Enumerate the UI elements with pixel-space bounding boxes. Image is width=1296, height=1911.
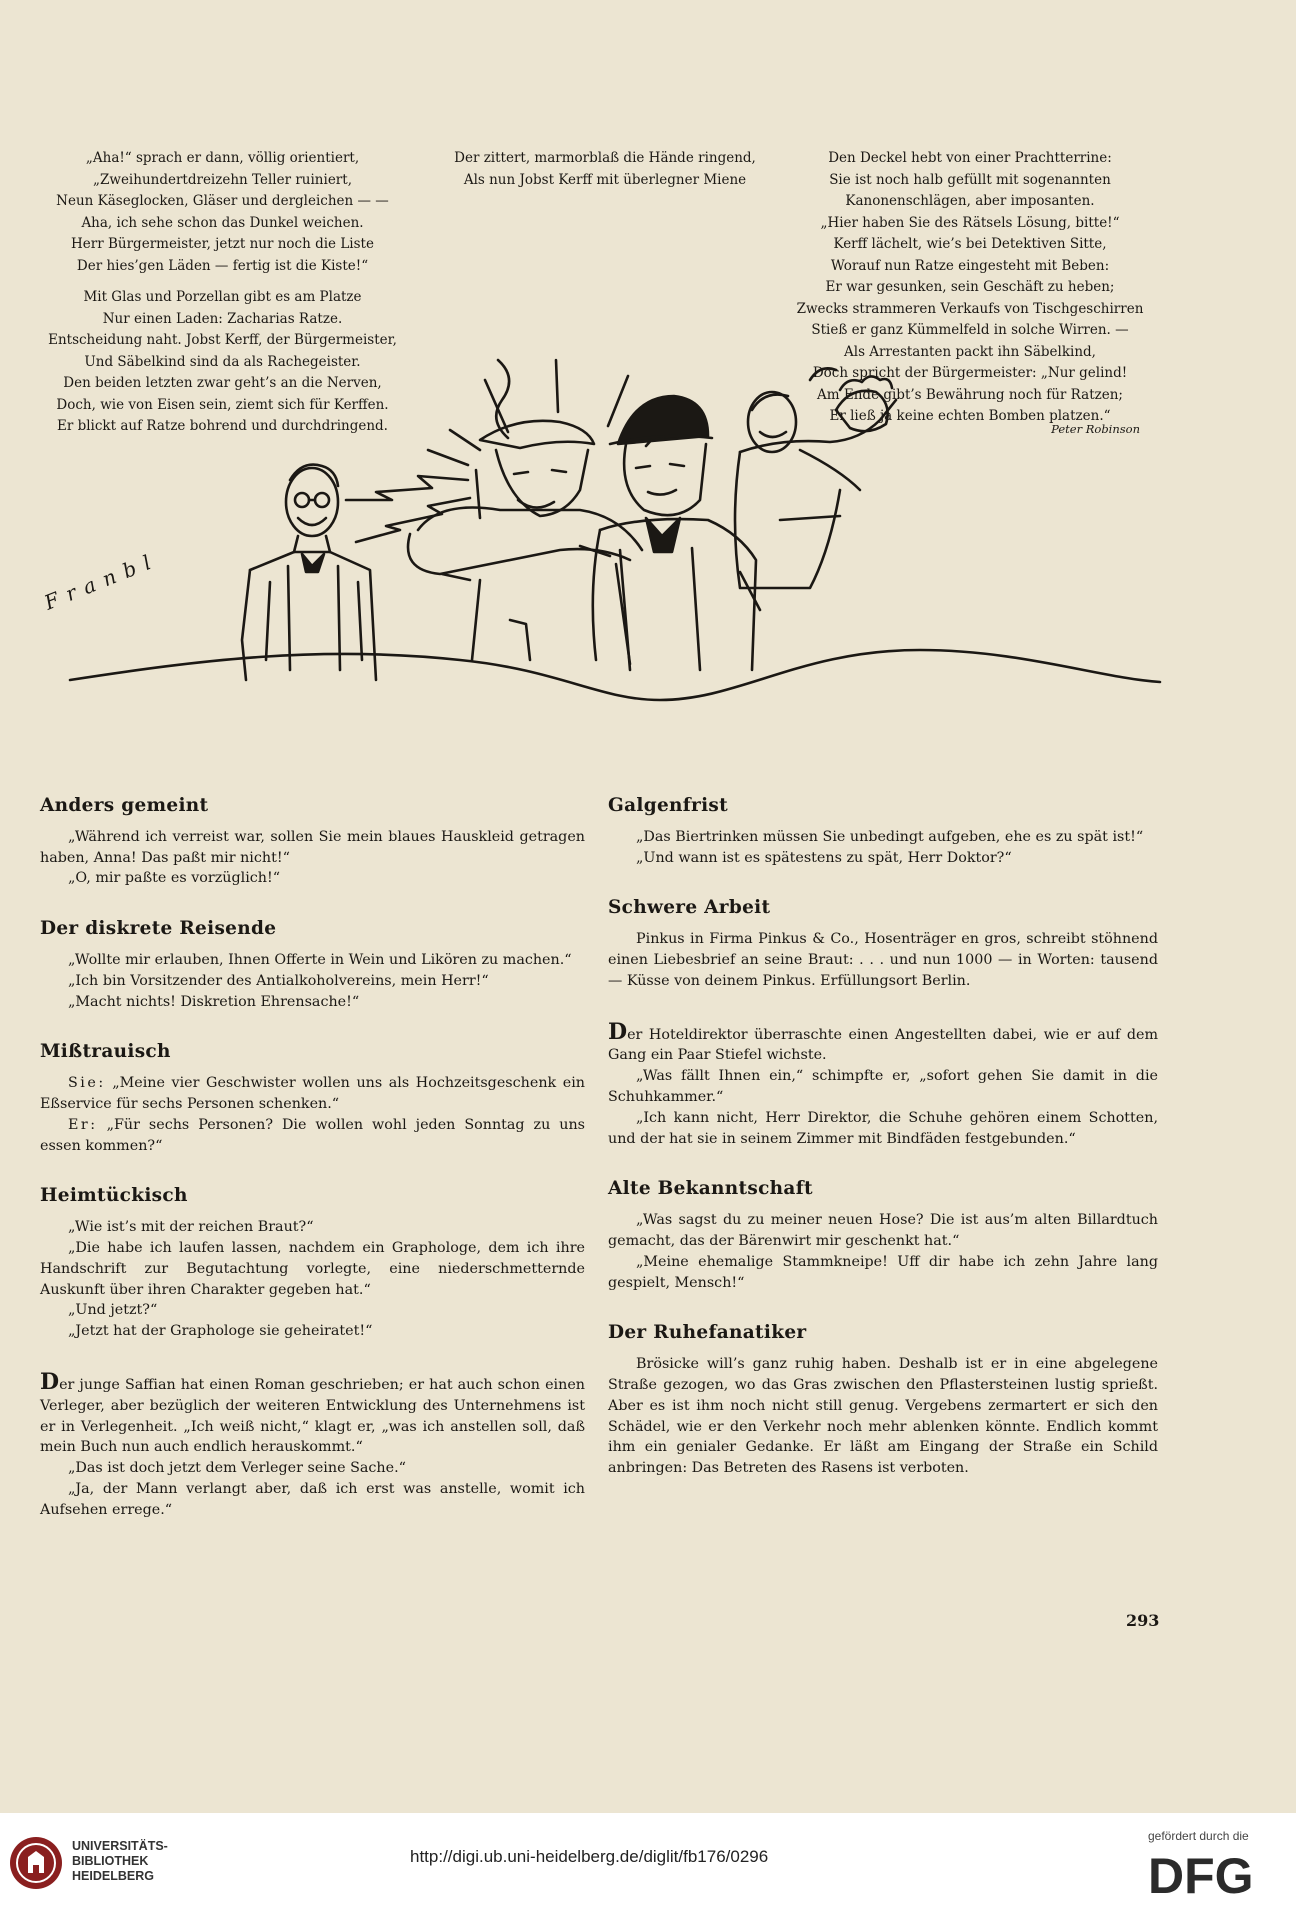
verse-line: Als Arrestanten packt ihn Säbelkind, (844, 343, 1096, 360)
cartoon-ground-line (70, 650, 1160, 700)
joke-paragraph: „Das Biertrinken müssen Sie unbedingt aufgeben, ehe es zu spät ist!“ (636, 828, 1144, 845)
digitization-footer (0, 1813, 1296, 1911)
joke-title: Der diskrete Reisende (40, 918, 277, 940)
verse-line: Aha, ich sehe schon das Dunkel weichen. (81, 214, 364, 231)
joke-paragraph: „Wie ist’s mit der reichen Braut?“ (68, 1219, 314, 1236)
joke-heimtueckisch (40, 1186, 585, 1342)
joke-title: Anders gemeint (40, 795, 209, 816)
joke-paragraph: „Die habe ich laufen lassen, nachdem ein Graphologe, dem ich ihre Handschrift zur Begutachtung vorlegte, eine niederschmetternde Auskunft über ihren Charakter gegeben hat.“ (40, 1239, 585, 1298)
joke-paragraph: Brösicke will’s ganz ruhig haben. Deshalb ist er in eine abgelegene Straße gezogen, wo das Gras zwischen den Pflastersteinen lustig sprießt. Aber es ist ihm noch nicht still genug. Vergebens zermartert er sich den Schädel, wie er den Verkehr noch mehr ablenken könnte. Endlich kommt ihm ein genialer Gedanke. Er läßt am Eingang der Straße ein Schild anbringen: Das Betreten des Rasens ist verboten. (608, 1356, 1158, 1477)
dfg-logo-icon (1148, 1851, 1288, 1897)
verse-line: Er war gesunken, sein Geschäft zu heben; (825, 279, 1115, 295)
joke-paragraph: „Und jetzt?“ (68, 1302, 158, 1319)
verse-line: Der hies’gen Läden — fertig ist die Kiste!“ (76, 257, 369, 274)
joke-title: Alte Bekanntschaft (608, 1178, 813, 1200)
joke-paragraph (40, 1368, 585, 1458)
verse-line: Als nun Jobst Kerff mit überlegner Miene (463, 171, 747, 188)
joke-text: er junge Saffian hat einen Roman geschrieben; er hat auch schon einen Verleger, aber bezüglich der weiteren Entwicklung des Unternehmens ist er in Verlegenheit. „Ich weiß nicht,“ klagt er, „was ich anstellen soll, daß mein Buch nun auch endlich herauskommt.“ (40, 1376, 585, 1456)
verse-line: Der zittert, marmorblaß die Hände ringend, (454, 150, 756, 166)
institution-name: UNIVERSITÄTS- BIBLIOTHEK HEIDELBERG (72, 1839, 168, 1883)
joke-paragraph (608, 1018, 1158, 1067)
joke-paragraph: „O, mir paßte es vorzüglich!“ (68, 870, 281, 887)
joke-paragraph: „Was sagst du zu meiner neuen Hose? Die ist aus’m alten Billardtuch gemacht, das der Bärenwirt mir geschenkt hat.“ (608, 1212, 1158, 1249)
joke-paragraph: Pinkus in Firma Pinkus & Co., Hosenträger en gros, schreibt stöhnend einen Liebesbrief an seine Braut: . . . und nun 1000 — in Worten: tausend — Küsse von deinem Pinkus. Erfüllungsort Berlin. (608, 931, 1158, 989)
joke-paragraph: „Was fällt Ihnen ein,“ schimpfte er, „sofort gehen Sie damit in die Schuhkammer.“ (608, 1068, 1158, 1105)
joke-der-diskrete-reisende (40, 919, 585, 1012)
verse-line: „Aha!“ sprach er dann, völlig orientiert, (85, 150, 360, 166)
joke-der-ruhefanatiker (608, 1323, 1158, 1479)
verse-line: Herr Bürgermeister, jetzt nur noch die Liste (71, 236, 374, 252)
verse-line: Kanonenschlägen, aber imposanten. (845, 193, 1095, 209)
verse-line: Sie ist noch halb gefüllt mit sogenannten (829, 171, 1111, 188)
joke-paragraph: „Meine ehemalige Stammkneipe! Uff dir habe ich zehn Jahre lang gespielt, Mensch!“ (608, 1253, 1158, 1291)
verse-line: Und Säbelkind sind da als Rachegeister. (84, 353, 361, 370)
joke-paragraph: „Während ich verreist war, sollen Sie mein blaues Hauskleid getragen haben, Anna! Das paßt mir nicht!“ (40, 828, 585, 866)
joke-paragraph: „Das ist doch jetzt dem Verleger seine Sache.“ (68, 1460, 406, 1477)
joke-speech: „Für sechs Personen? Die wollen wohl jeden Sonntag zu uns essen kommen?“ (40, 1116, 586, 1154)
jokes-right-column (608, 796, 1158, 1509)
poem-author: Peter Robinson (1051, 422, 1140, 436)
verse-line: Nur einen Laden: Zacharias Ratze. (102, 310, 343, 327)
joke-anders-gemeint (40, 796, 585, 889)
verse-line: Am Ende gibt’s Bewährung noch für Ratzen; (817, 386, 1123, 403)
verse-line: Den Deckel hebt von einer Prachtterrine: (828, 150, 1112, 166)
lightning-bolt (346, 476, 468, 500)
verse-line: Stieß er ganz Kümmelfeld in solche Wirren. — (811, 322, 1129, 338)
verse-line: Neun Käseglocken, Gläser und dergleichen — — (56, 193, 389, 209)
joke-text: er Hoteldirektor überraschte einen Angestellten dabei, wie er auf dem Gang ein Paar Stiefel wichste. (608, 1026, 1158, 1064)
funder-caption: gefördert durch die (1148, 1829, 1249, 1843)
verse-line: Den beiden letzten zwar geht’s an die Nerven, (63, 375, 382, 391)
cartoon-signature: Franbl (40, 546, 163, 615)
university-seal-icon (8, 1835, 64, 1891)
joke-title: Heimtückisch (40, 1185, 188, 1207)
joke-paragraph: „Macht nichts! Diskretion Ehrensache!“ (68, 993, 360, 1010)
joke-title: Galgenfrist (608, 795, 728, 816)
verse-line: Er ließ ja keine echten Bomben platzen.“ (829, 408, 1111, 424)
verse-line: Zwecks strammeren Verkaufs von Tischgeschirren (796, 300, 1144, 317)
joke-title: Schwere Arbeit (608, 897, 771, 919)
speaker-label: Er: (68, 1116, 98, 1133)
joke-paragraph: „Wollte mir erlauben, Ihnen Offerte in Wein und Likören zu machen.“ (68, 951, 572, 968)
verse-line: Doch spricht der Bürgermeister: „Nur gelind! (812, 365, 1128, 381)
jokes-left-column (40, 796, 585, 1549)
speaker-label: Sie: (68, 1075, 106, 1092)
poem-column-2 (425, 148, 785, 191)
joke-paragraph: „Und wann ist es spätestens zu spät, Herr Doktor?“ (636, 849, 1012, 866)
joke-speech: „Meine vier Geschwister wollen uns als Hochzeitsgeschenk ein Eßservice für sechs Personen schenken.“ (40, 1075, 585, 1112)
joke-paragraph: „Ich kann nicht, Herr Direktor, die Schuhe gehören einem Schotten, und der hat sie in seinem Zimmer mit Bindfäden festgebunden.“ (608, 1109, 1158, 1147)
joke-paragraph: „Jetzt hat der Graphologe sie geheiratet!“ (68, 1323, 373, 1340)
joke-hoteldirektor (608, 1018, 1158, 1150)
fist-man-figure (735, 368, 896, 588)
verse-line: Kerff lächelt, wie’s bei Detektiven Sitte, (833, 236, 1107, 252)
joke-alte-bekanntschaft (608, 1179, 1158, 1293)
shocked-man-figure (408, 421, 642, 664)
joke-title: Mißtrauisch (40, 1041, 171, 1063)
verse-line: Entscheidung naht. Jobst Kerff, der Bürgermeister, (48, 332, 397, 348)
smiling-man-figure (242, 465, 376, 680)
verse-line: „Hier haben Sie des Rätsels Lösung, bitte!“ (820, 214, 1120, 231)
verse-line: Er blickt auf Ratze bohrend und durchdringend. (57, 418, 388, 434)
verse-line: „Zweihundertdreizehn Teller ruiniert, (93, 171, 352, 188)
joke-galgenfrist (608, 796, 1158, 868)
drop-cap: D (40, 1368, 60, 1395)
joke-misstrauisch (40, 1042, 585, 1156)
joke-schwere-arbeit (608, 898, 1158, 991)
joke-title: Der Ruhefanatiker (608, 1322, 807, 1344)
verse-line: Doch, wie von Eisen sein, ziemt sich für Kerffen. (56, 396, 389, 413)
cartoon-illustration (40, 320, 1200, 740)
joke-paragraph (40, 1115, 585, 1157)
joke-saffian (40, 1368, 585, 1521)
page-number: 293 (1126, 1611, 1160, 1630)
joke-paragraph: „Ich bin Vorsitzender des Antialkoholvereins, mein Herr!“ (68, 972, 489, 989)
joke-paragraph (40, 1073, 585, 1115)
svg-text:DFG: DFG (1148, 1851, 1254, 1897)
verse-line: Mit Glas und Porzellan gibt es am Platze (83, 289, 362, 305)
drop-cap: D (608, 1018, 628, 1045)
lightning-bolt (356, 498, 470, 542)
source-url-link[interactable]: http://digi.ub.uni-heidelberg.de/diglit/fb176/0296 (410, 1847, 769, 1866)
joke-paragraph: „Ja, der Mann verlangt aber, daß ich erst was anstelle, womit ich Aufsehen errege.“ (40, 1480, 585, 1518)
verse-line: Worauf nun Ratze eingesteht mit Beben: (830, 257, 1110, 274)
